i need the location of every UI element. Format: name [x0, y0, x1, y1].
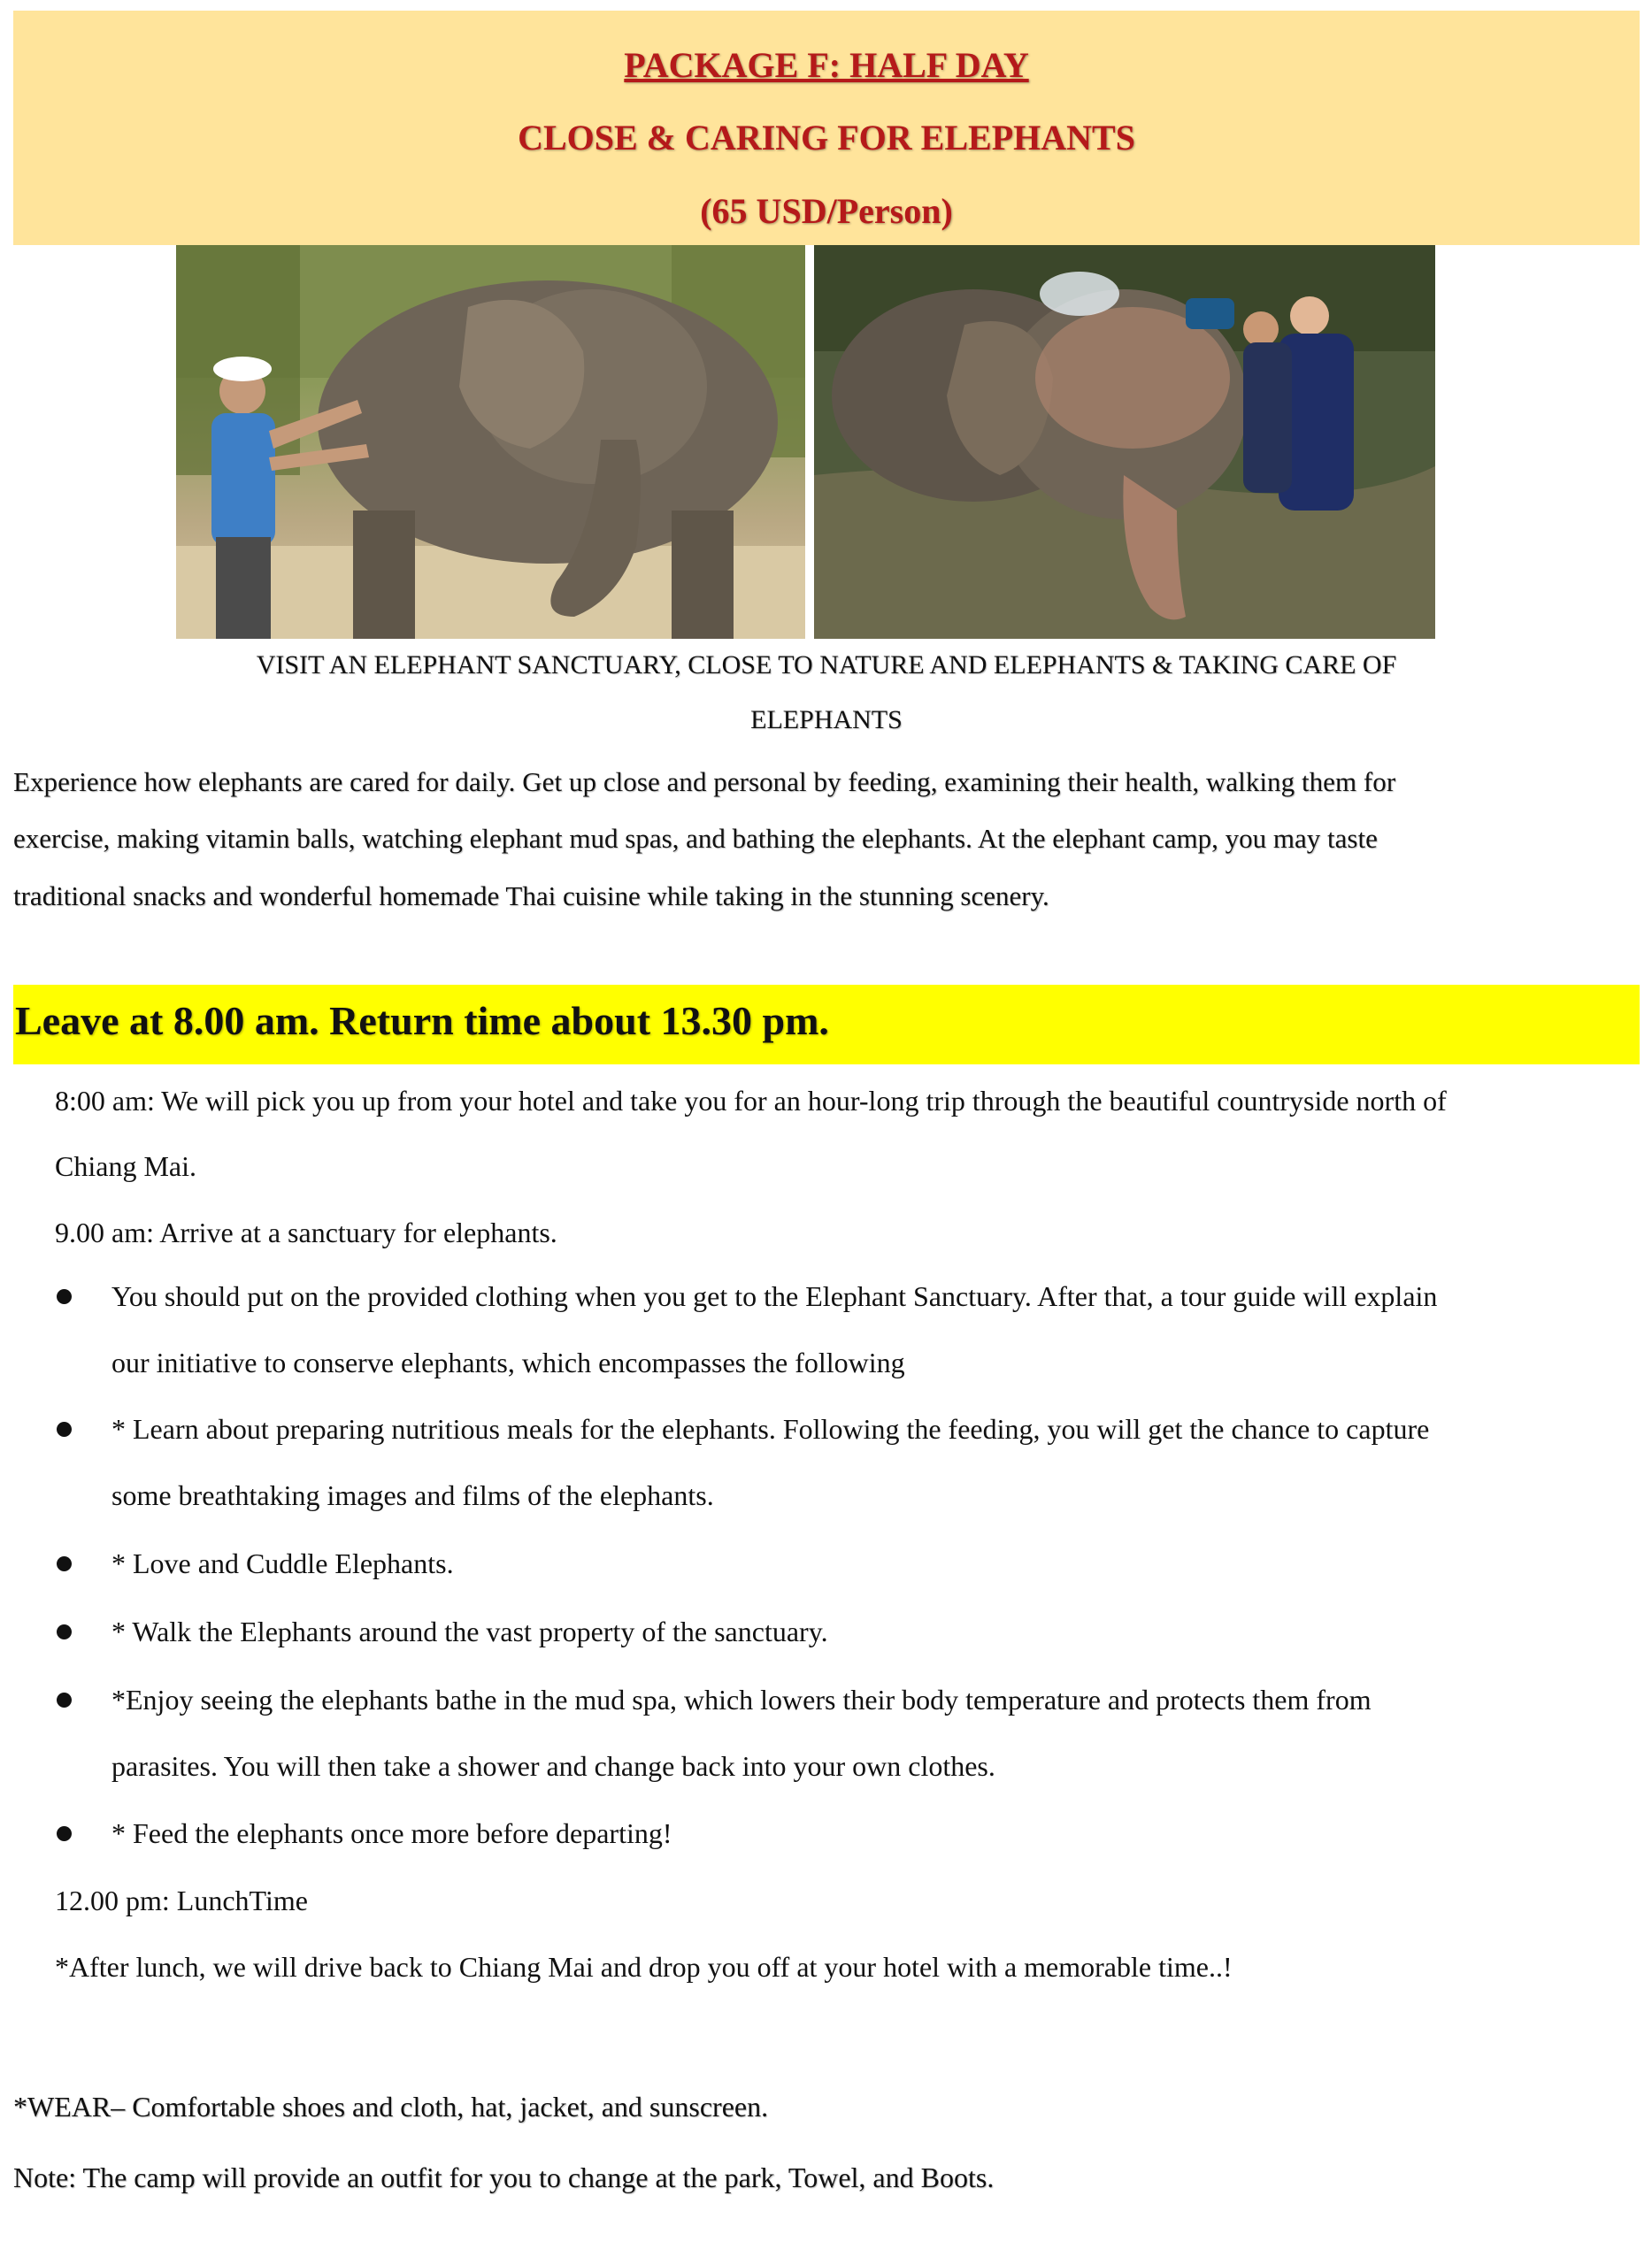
bullet-dot — [57, 1422, 72, 1437]
bullet-text-continued: parasites. You will then take a shower and change back into your own clothes. — [111, 1750, 995, 1782]
photo-woman-with-elephant — [176, 245, 805, 639]
package-price: (65 USD/Person) — [700, 191, 953, 231]
bullet-text: *Enjoy seeing the elephants bathe in the mud spa, which lowers their body temperature and protects them from — [111, 1684, 1372, 1716]
photo-woman-with-elephant-illustration — [176, 245, 805, 639]
bullet-text: * Learn about preparing nutritious meals for the elephants. Following the feeding, you will get the chance to capture — [111, 1413, 1430, 1445]
intro-line: Experience how elephants are cared for daily. Get up close and personal by feeding, examining their health, walking them for — [13, 766, 1396, 797]
schedule-lunch: 12.00 pm: LunchTime — [55, 1885, 308, 1916]
package-header — [13, 11, 1640, 245]
intro-line: exercise, making vitamin balls, watching elephant mud spas, and bathing the elephants. At the elephant camp, you may taste — [13, 823, 1378, 854]
bullet-dot — [57, 1624, 72, 1639]
schedule-pickup: 8:00 am: We will pick you up from your hotel and take you for an hour-long trip through the beautiful countryside north of — [55, 1085, 1447, 1117]
bullet-dot — [57, 1826, 72, 1841]
subheading-line: VISIT AN ELEPHANT SANCTUARY, CLOSE TO NATURE AND ELEPHANTS & TAKING CARE OF — [256, 650, 1397, 680]
package-subtitle: CLOSE & CARING FOR ELEPHANTS — [518, 118, 1135, 157]
bullet-dot — [57, 1693, 72, 1708]
bullet-text: * Love and Cuddle Elephants. — [111, 1547, 454, 1579]
package-title: PACKAGE F: HALF DAY — [624, 45, 1029, 85]
wear-note: *WEAR– Comfortable shoes and cloth, hat, jacket, and sunscreen. — [13, 2091, 769, 2123]
bullet-dot — [57, 1556, 72, 1571]
camp-note: Note: The camp will provide an outfit for you to change at the park, Towel, and Boots. — [13, 2161, 995, 2193]
schedule-pickup-continued: Chiang Mai. — [55, 1150, 196, 1182]
photo-bathing-elephant — [814, 245, 1435, 639]
subheading-line: ELEPHANTS — [750, 705, 903, 734]
departure-time-banner — [13, 985, 1640, 1064]
schedule-arrive: 9.00 am: Arrive at a sanctuary for elephants. — [55, 1217, 557, 1248]
departure-time-text: Leave at 8.00 am. Return time about 13.30 pm. — [15, 998, 829, 1043]
bullet-text: You should put on the provided clothing when you get to the Elephant Sanctuary. After that, a tour guide will explain — [111, 1280, 1438, 1312]
intro-line: traditional snacks and wonderful homemade Thai cuisine while taking in the stunning scenery. — [13, 880, 1049, 911]
bullet-text: * Feed the elephants once more before departing! — [111, 1817, 672, 1849]
bullet-text: * Walk the Elephants around the vast property of the sanctuary. — [111, 1616, 828, 1647]
schedule-after-lunch: *After lunch, we will drive back to Chiang Mai and drop you off at your hotel with a memorable time..! — [55, 1951, 1233, 1983]
bullet-dot — [57, 1289, 72, 1304]
photo-bathing-elephant-illustration — [814, 245, 1435, 639]
bullet-text-continued: our initiative to conserve elephants, which encompasses the following — [111, 1347, 905, 1378]
bullet-text-continued: some breathtaking images and films of the elephants. — [111, 1479, 714, 1511]
